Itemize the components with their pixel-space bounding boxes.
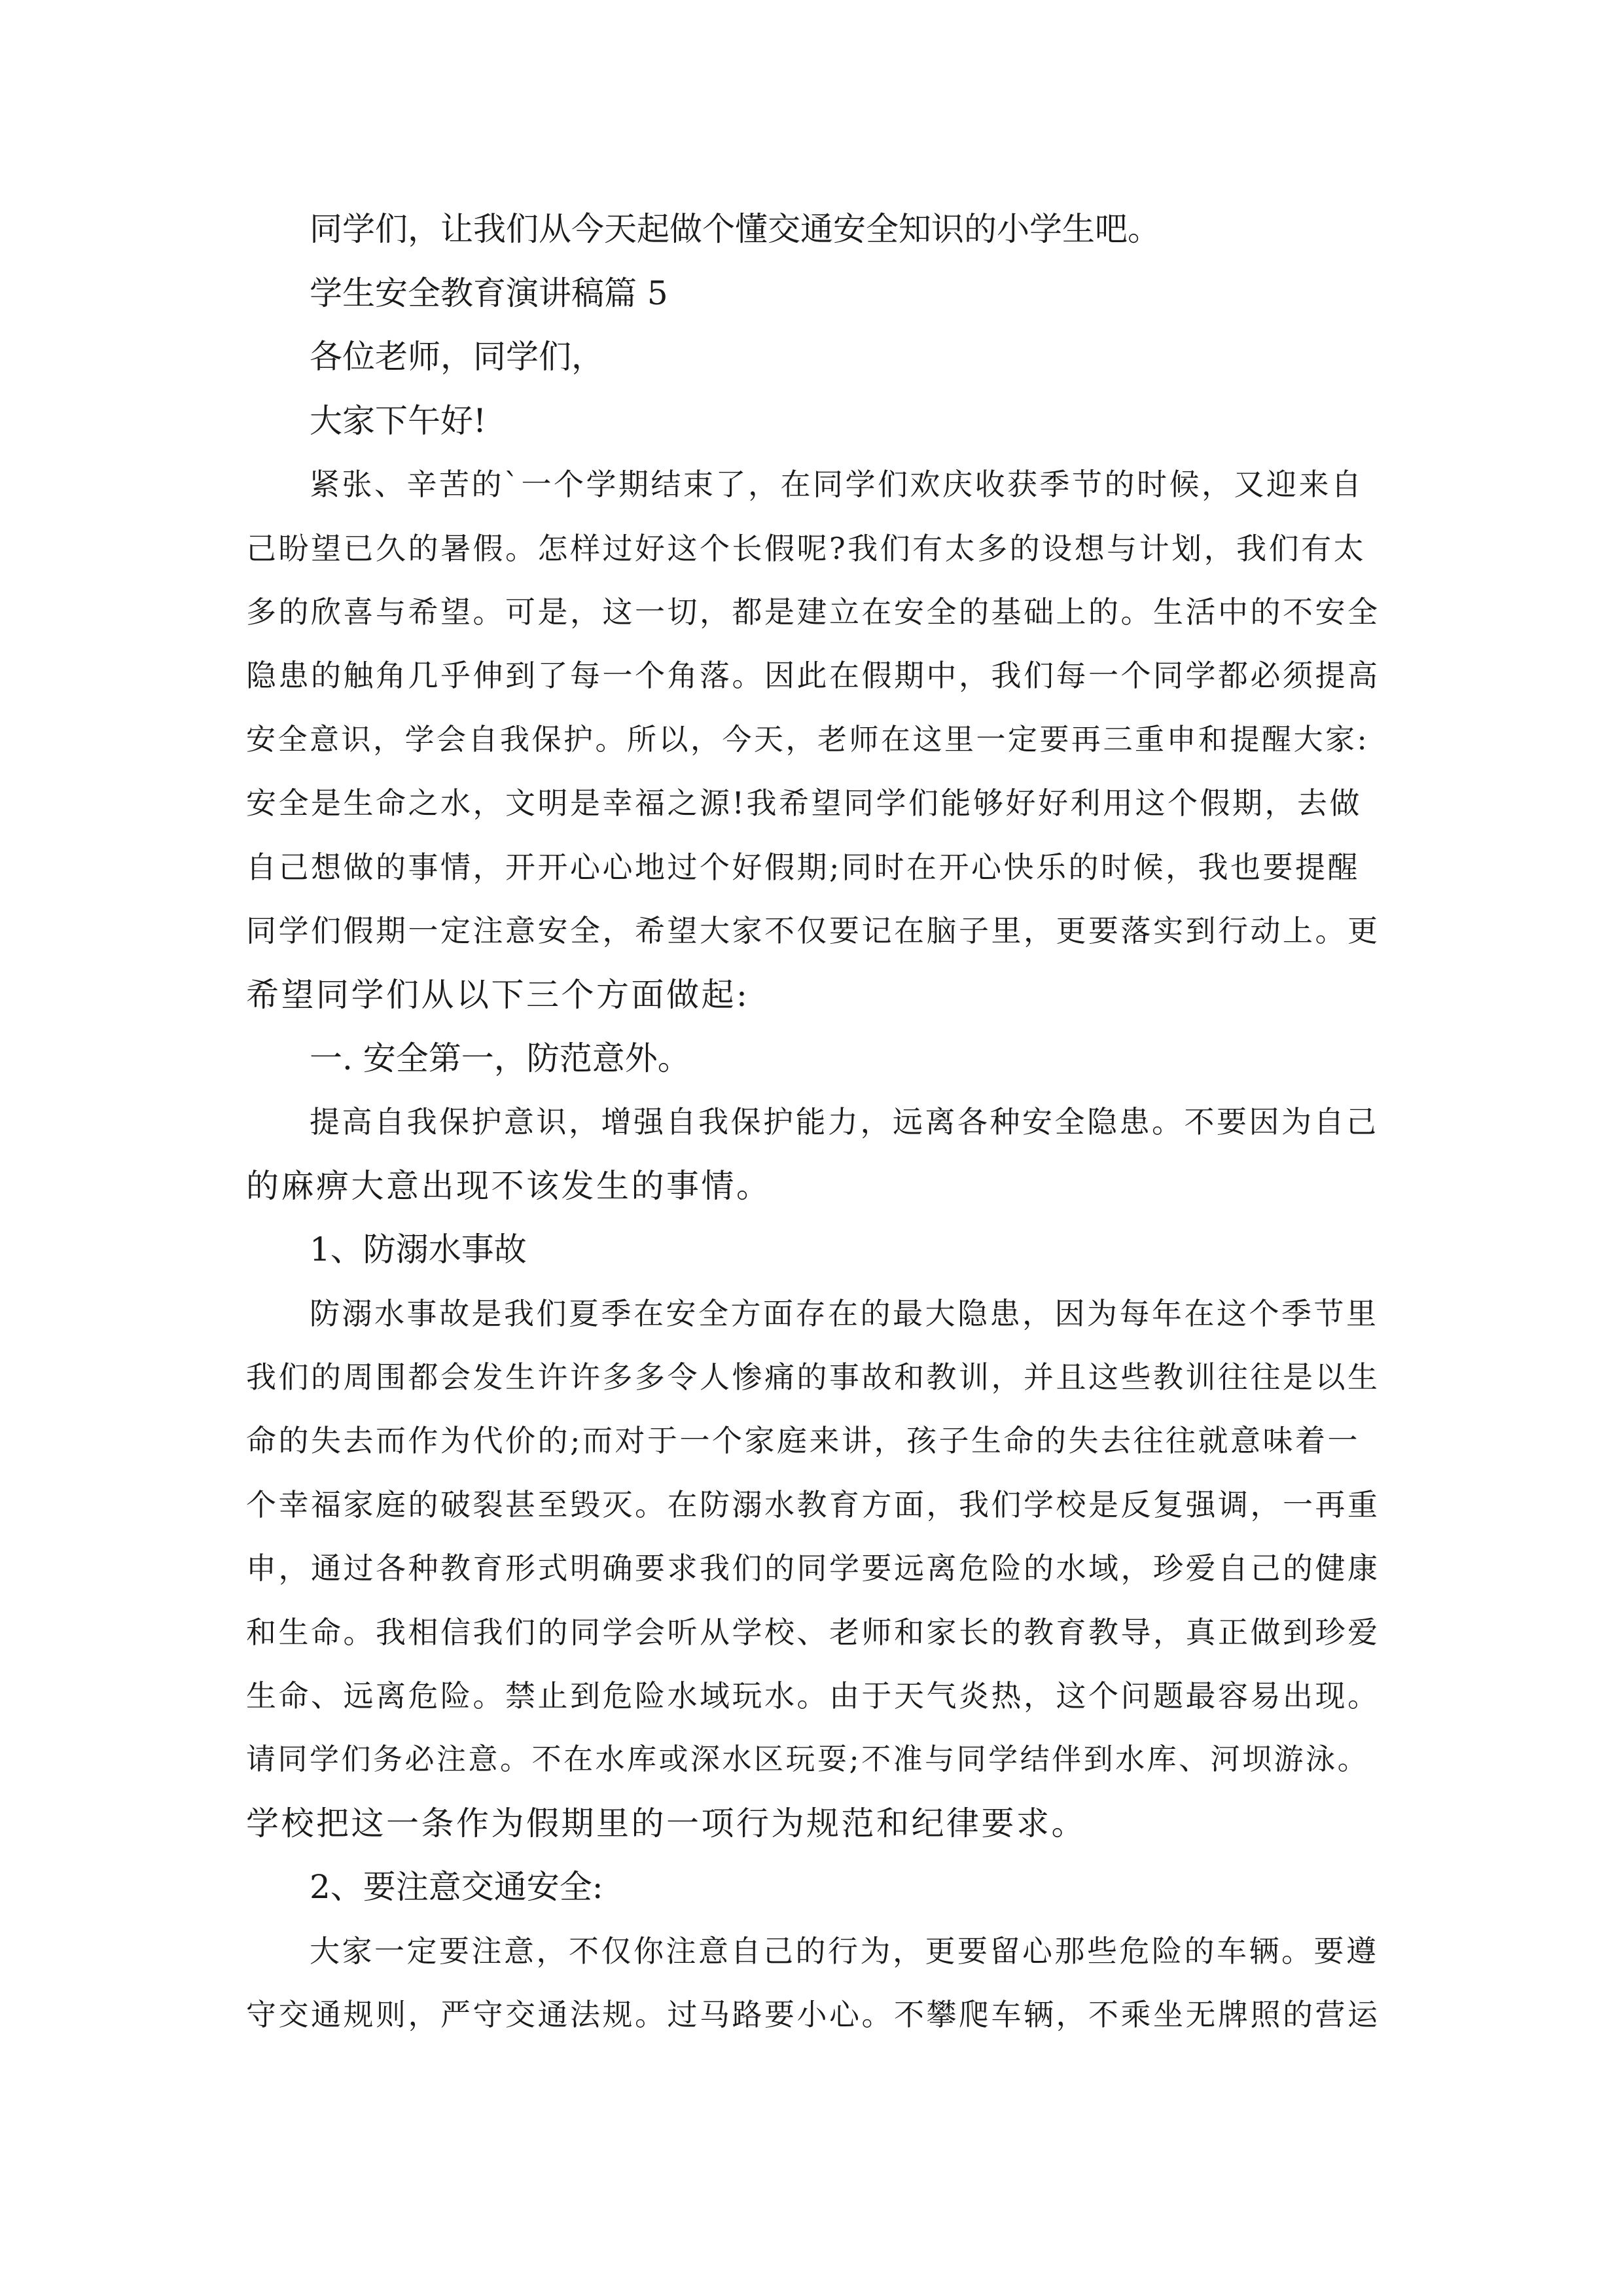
item-heading: 2、要注意交通安全: — [310, 1868, 603, 1906]
text-line: 申，通过各种教育形式明确要求我们的同学要远离危险的水域，珍爱自己的健康 — [246, 1551, 1380, 1586]
speech-title: 学生安全教育演讲稿篇 5 — [310, 274, 668, 312]
text-line: 多的欣喜与希望。可是，这一切，都是建立在安全的基础上的。生活中的不安全 — [246, 594, 1380, 630]
text-line: 学校把这一条作为假期里的一项行为规范和纪律要求。 — [246, 1804, 1086, 1842]
text-line: 紧张、辛苦的`一个学期结束了，在同学们欢庆收获季节的时候，又迎来自 — [310, 467, 1364, 502]
text-line: 隐患的触角几乎伸到了每一个角落。因此在假期中，我们每一个同学都必须提高 — [246, 658, 1380, 693]
text-line: 提高自我保护意识，增强自我保护能力，远离各种安全隐患。不要因为自己 — [310, 1104, 1379, 1139]
text-line: 守交通规则，严守交通法规。过马路要小心。不攀爬车辆，不乘坐无牌照的营运 — [246, 1997, 1380, 2032]
greeting-line: 大家下午好! — [310, 402, 487, 440]
text-line: 命的失去而作为代价的;而对于一个家庭来讲，孩子生命的失去往往就意味着一 — [246, 1423, 1360, 1458]
section-heading: 一. 安全第一，防范意外。 — [310, 1039, 690, 1077]
text-line: 生命、远离危险。禁止到危险水域玩水。由于天气炎热，这个问题最容易出现。 — [246, 1678, 1380, 1713]
intro-line: 同学们，让我们从今天起做个懂交通安全知识的小学生吧。 — [310, 210, 1160, 248]
text-line: 同学们假期一定注意安全，希望大家不仅要记在脑子里，更要落实到行动上。更 — [246, 913, 1380, 948]
text-line: 己盼望已久的暑假。怎样过好这个长假呢?我们有太多的设想与计划，我们有太 — [246, 531, 1366, 566]
item-heading: 1、防溺水事故 — [310, 1230, 527, 1268]
text-line: 和生命。我相信我们的同学会听从学校、老师和家长的教育教导，真正做到珍爱 — [246, 1615, 1380, 1650]
text-line: 安全是生命之水，文明是幸福之源!我希望同学们能够好好利用这个假期，去做 — [246, 785, 1362, 821]
text-line: 的麻痹大意出现不该发生的事情。 — [246, 1167, 772, 1205]
text-line: 个幸福家庭的破裂甚至毁灭。在防溺水教育方面，我们学校是反复强调，一再重 — [246, 1487, 1380, 1522]
text-line: 大家一定要注意，不仅你注意自己的行为，更要留心那些危险的车辆。要遵 — [310, 1933, 1379, 1969]
text-line: 自己想做的事情，开开心心地过个好假期;同时在开心快乐的时候，我也要提醒 — [246, 850, 1360, 885]
text-line: 请同学们务必注意。不在水库或深水区玩耍;不准与同学结伴到水库、河坝游泳。 — [246, 1742, 1370, 1776]
text-line: 希望同学们从以下三个方面做起: — [246, 976, 750, 1014]
text-line: 我们的周围都会发生许许多多令人惨痛的事故和教训，并且这些教训往往是以生 — [246, 1359, 1380, 1395]
greeting-line: 各位老师，同学们， — [310, 338, 604, 376]
text-line: 安全意识，学会自我保护。所以，今天，老师在这里一定要再三重申和提醒大家: — [246, 722, 1370, 757]
text-line: 防溺水事故是我们夏季在安全方面存在的最大隐患，因为每年在这个季节里 — [310, 1296, 1379, 1331]
